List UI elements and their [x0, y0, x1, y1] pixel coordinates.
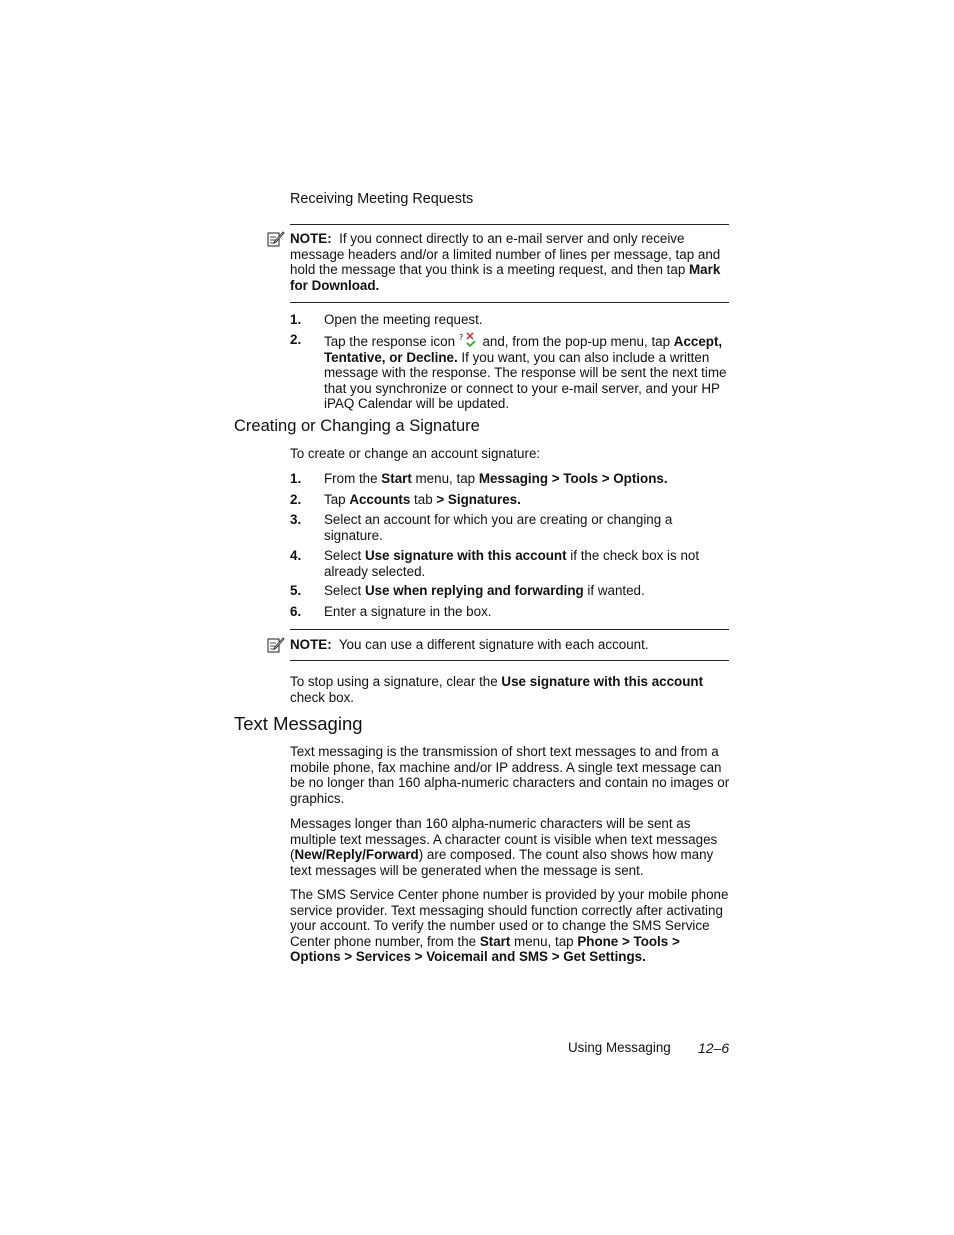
step-text-part: and, from the pop-up menu, tap — [478, 334, 674, 349]
note-text: You can use a different signature with each account. — [338, 637, 649, 652]
step-text-part: menu, tap — [411, 471, 479, 486]
note-top-rule — [290, 224, 729, 225]
step-text: Select an account for which you are creating or changing a signature. — [324, 512, 673, 543]
step-text-bold: Use when replying and forwarding — [364, 583, 584, 598]
step-number: 3. — [290, 512, 302, 527]
note-bottom-rule — [290, 302, 729, 303]
step-text-bold: Messaging > Tools > Options. — [478, 471, 668, 486]
note-top-rule — [290, 629, 729, 630]
step-text-part: if the check box is not already selected. — [324, 548, 700, 579]
page-number: 12–6 — [698, 1040, 730, 1056]
text-messaging-paragraph-3 — [290, 887, 731, 965]
paragraph-text: Messages longer than 160 alpha-numeric characters will be sent as multiple text messages. A character count is visible when text messages ( — [290, 816, 718, 863]
note-label: NOTE: — [290, 231, 332, 246]
paragraph-text: The SMS Service Center phone number is provided by your mobile phone service provider. Text messaging should function correctly after activating your account. To verify the number used or to change the SMS Service Center phone number, from the — [290, 887, 729, 949]
step-text: Enter a signature in the box. — [324, 604, 492, 619]
paragraph-bold: Phone > Tools > Options > Services > Voicemail and SMS > Get Settings. — [290, 933, 680, 965]
paragraph-bold: New/Reply/Forward — [294, 847, 419, 863]
paragraph-text: menu, tap — [510, 933, 578, 949]
step-number: 4. — [290, 548, 302, 563]
step-text-part: Tap the response icon — [324, 334, 456, 349]
step-number: 5. — [290, 583, 302, 598]
note-meeting-request — [290, 231, 730, 293]
note-bottom-rule — [290, 660, 729, 661]
step-text-part: if wanted. — [583, 583, 645, 598]
note-bold: Mark for Download. — [290, 262, 721, 293]
text-messaging-paragraph-1: Text messaging is the transmission of short text messages to and from a mobile phone, fax machine and/or IP address. A single text message can be no longer than 160 alpha-numeric characters and contain no images or graphics. — [290, 744, 730, 806]
paragraph-text: ) are composed. The count also shows how many text messages will be generated when the message is sent. — [290, 847, 714, 878]
svg-text:?: ? — [458, 333, 463, 342]
footer-chapter: Using Messaging — [568, 1040, 671, 1055]
text-messaging-paragraph-2 — [290, 816, 731, 878]
step-text-part: Tap — [324, 492, 350, 507]
step-text-part: From the — [324, 471, 382, 486]
paragraph-text: To stop using a signature, clear the — [290, 674, 502, 689]
step-text-part: tab — [410, 492, 437, 507]
step-text-bold: > Signatures. — [436, 492, 521, 507]
step-text — [324, 583, 730, 599]
step-text-part: Select — [324, 583, 365, 598]
note-text: If you connect directly to an e-mail server and only receive message headers and/or a limited number of lines per message, tap and hold the message that you think is a meeting request, and then tap — [290, 231, 721, 278]
step-number: 1. — [290, 312, 302, 327]
step-text-bold: Use signature with this account — [364, 548, 567, 563]
stop-signature-paragraph — [290, 674, 730, 705]
subheading: Receiving Meeting Requests — [290, 191, 474, 207]
step-number: 2. — [290, 492, 302, 507]
step-text — [324, 332, 730, 412]
step-text-bold: Start — [381, 471, 412, 486]
step-text — [324, 548, 730, 579]
section-title-signature: Creating or Changing a Signature — [234, 417, 480, 435]
step-text: Open the meeting request. — [324, 312, 483, 327]
note-signature — [290, 637, 730, 653]
step-text — [324, 492, 730, 508]
paragraph-bold: Use signature with this account — [501, 674, 704, 689]
step-number: 6. — [290, 604, 302, 619]
step-text — [324, 471, 730, 487]
step-text-bold: Accept, Tentative, or Decline. — [324, 334, 723, 365]
section-title-text-messaging: Text Messaging — [234, 713, 363, 734]
step-number: 2. — [290, 332, 302, 347]
step-text-part: If you want, you can also include a written message with the response. The response will be sent the next time that you synchronize or connect to your e-mail server, and your HP iPAQ Calendar will be updated. — [324, 349, 727, 412]
note-label: NOTE: — [290, 637, 332, 652]
signature-intro: To create or change an account signature: — [290, 446, 541, 461]
note-pad-icon — [267, 637, 285, 653]
step-number: 1. — [290, 471, 302, 486]
step-text-part: Select — [324, 548, 365, 563]
response-icon — [459, 332, 479, 348]
step-text-bold: Accounts — [349, 492, 411, 507]
paragraph-bold: Start — [479, 933, 511, 949]
paragraph-text: check box. — [290, 689, 355, 705]
note-pad-icon — [267, 231, 285, 247]
